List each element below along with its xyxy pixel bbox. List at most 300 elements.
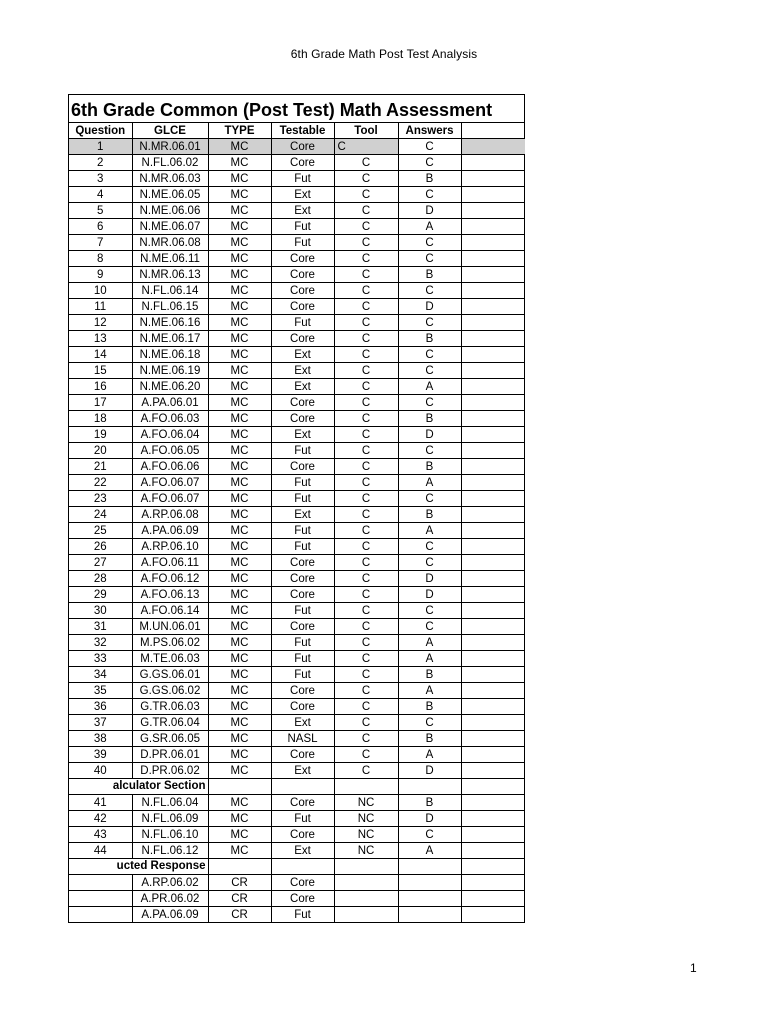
tool-cell: C [334,523,398,539]
glce-cell: M.PS.06.02 [132,635,208,651]
table-row [69,891,525,907]
testable-cell: Core [271,875,334,891]
table-row [69,523,525,539]
tool-cell: C [334,379,398,395]
glce-cell: A.FO.06.03 [132,411,208,427]
question-cell: 29 [69,587,132,603]
question-cell: 43 [69,827,132,843]
type-cell: MC [208,651,271,667]
answer-cell: D [398,299,461,315]
table-row [69,347,525,363]
glce-cell: A.FO.06.13 [132,587,208,603]
type-cell: MC [208,507,271,523]
glce-cell: G.GS.06.02 [132,683,208,699]
tool-cell: C [334,747,398,763]
testable-cell: Ext [271,347,334,363]
type-cell: MC [208,379,271,395]
type-cell: MC [208,331,271,347]
testable-cell: Core [271,619,334,635]
answer-cell: C [398,235,461,251]
tool-cell [334,907,398,923]
type-cell: MC [208,347,271,363]
glce-cell: N.ME.06.16 [132,315,208,331]
extra-cell [461,523,525,539]
testable-cell: Fut [271,635,334,651]
answer-cell: C [398,539,461,555]
glce-cell: N.FL.06.02 [132,155,208,171]
answer-cell: C [398,395,461,411]
testable-cell: NASL [271,731,334,747]
glce-cell: G.GS.06.01 [132,667,208,683]
glce-cell: N.ME.06.17 [132,331,208,347]
table-row [69,651,525,667]
glce-cell: N.MR.06.13 [132,267,208,283]
table-row [69,539,525,555]
testable-cell: Fut [271,491,334,507]
extra-cell [461,395,525,411]
table-row [69,139,525,155]
extra-cell [461,331,525,347]
answer-cell: B [398,699,461,715]
type-cell: MC [208,811,271,827]
question-cell: 14 [69,347,132,363]
answer-cell: C [398,715,461,731]
tool-cell: C [334,395,398,411]
answer-cell: A [398,219,461,235]
assessment-table [69,123,525,922]
testable-cell: Core [271,747,334,763]
table-row [69,363,525,379]
testable-cell: Ext [271,715,334,731]
column-header-type: TYPE [208,123,271,139]
type-cell: MC [208,283,271,299]
extra-cell [461,667,525,683]
question-cell: 44 [69,843,132,859]
extra-cell [461,347,525,363]
type-cell: MC [208,571,271,587]
table-row [69,811,525,827]
testable-cell: Fut [271,603,334,619]
table-row [69,619,525,635]
table-row [69,795,525,811]
table-row [69,187,525,203]
column-header-question: Question [69,123,132,139]
tool-cell: C [334,187,398,203]
answer-cell: B [398,411,461,427]
question-cell: 18 [69,411,132,427]
type-cell: MC [208,715,271,731]
column-header-answers: Answers [398,123,461,139]
extra-cell [461,155,525,171]
question-cell: 31 [69,619,132,635]
testable-cell: Fut [271,219,334,235]
extra-cell [461,491,525,507]
tool-cell: C [334,251,398,267]
testable-cell: Ext [271,203,334,219]
extra-cell [461,459,525,475]
glce-cell: N.MR.06.03 [132,171,208,187]
tool-cell: C [334,139,398,155]
type-cell: MC [208,155,271,171]
type-cell: MC [208,539,271,555]
empty-cell [398,859,461,875]
glce-cell: N.ME.06.18 [132,347,208,363]
type-cell: MC [208,731,271,747]
tool-cell: C [334,347,398,363]
table-row [69,571,525,587]
glce-cell: A.FO.06.06 [132,459,208,475]
glce-cell: G.TR.06.03 [132,699,208,715]
tool-cell [334,891,398,907]
testable-cell: Fut [271,235,334,251]
testable-cell: Core [271,555,334,571]
table-row [69,459,525,475]
glce-cell: N.ME.06.19 [132,363,208,379]
answer-cell: D [398,203,461,219]
testable-cell: Fut [271,523,334,539]
glce-cell: A.FO.06.12 [132,571,208,587]
answer-cell: B [398,731,461,747]
extra-cell [461,907,525,923]
glce-cell: A.FO.06.04 [132,427,208,443]
answer-cell: B [398,507,461,523]
section-row [69,859,525,875]
glce-cell: A.RP.06.10 [132,539,208,555]
answer-cell: B [398,459,461,475]
table-row [69,747,525,763]
glce-cell: A.PA.06.01 [132,395,208,411]
tool-cell: C [334,203,398,219]
table-row [69,203,525,219]
question-cell: 12 [69,315,132,331]
testable-cell: Fut [271,315,334,331]
question-cell [69,907,132,923]
testable-cell: Ext [271,363,334,379]
table-row [69,379,525,395]
type-cell: MC [208,763,271,779]
glce-cell: N.MR.06.01 [132,139,208,155]
header-row [69,123,525,139]
tool-cell: C [334,363,398,379]
empty-cell [398,779,461,795]
glce-cell: A.FO.06.11 [132,555,208,571]
extra-cell [461,219,525,235]
type-cell: MC [208,443,271,459]
question-cell: 41 [69,795,132,811]
table-row [69,299,525,315]
table-row [69,267,525,283]
glce-cell: M.UN.06.01 [132,619,208,635]
testable-cell: Core [271,155,334,171]
extra-cell [461,251,525,267]
type-cell: MC [208,587,271,603]
extra-cell [461,139,525,155]
type-cell: MC [208,363,271,379]
answer-cell: D [398,811,461,827]
extra-cell [461,171,525,187]
tool-cell: C [334,635,398,651]
answer-cell: A [398,475,461,491]
tool-cell: C [334,491,398,507]
question-cell: 25 [69,523,132,539]
page-header-title: 6th Grade Math Post Test Analysis [290,47,478,61]
testable-cell: Ext [271,763,334,779]
testable-cell: Core [271,283,334,299]
tool-cell: C [334,699,398,715]
testable-cell: Fut [271,171,334,187]
glce-cell: G.TR.06.04 [132,715,208,731]
type-cell: MC [208,795,271,811]
column-header-glce: GLCE [132,123,208,139]
table-row [69,907,525,923]
section-label-text: ucted Response [116,860,206,872]
type-cell: MC [208,139,271,155]
empty-cell [271,779,334,795]
answer-cell: C [398,251,461,267]
testable-cell: Fut [271,667,334,683]
question-cell: 26 [69,539,132,555]
type-cell: MC [208,315,271,331]
section-row [69,779,525,795]
testable-cell: Core [271,395,334,411]
tool-cell: NC [334,811,398,827]
question-cell: 20 [69,443,132,459]
extra-cell [461,731,525,747]
answer-cell: A [398,651,461,667]
testable-cell: Fut [271,907,334,923]
glce-cell: G.SR.06.05 [132,731,208,747]
table-row [69,475,525,491]
answer-cell: C [398,619,461,635]
table-row [69,763,525,779]
question-cell: 38 [69,731,132,747]
type-cell: MC [208,219,271,235]
tool-cell: NC [334,843,398,859]
table-row [69,491,525,507]
question-cell: 30 [69,603,132,619]
tool-cell: C [334,507,398,523]
table-row [69,683,525,699]
question-cell: 1 [69,139,132,155]
testable-cell: Core [271,411,334,427]
tool-cell: C [334,427,398,443]
question-cell: 6 [69,219,132,235]
type-cell: MC [208,491,271,507]
question-cell: 11 [69,299,132,315]
glce-cell: N.ME.06.06 [132,203,208,219]
type-cell: MC [208,555,271,571]
testable-cell: Core [271,299,334,315]
question-cell: 42 [69,811,132,827]
answer-cell: D [398,571,461,587]
table-row [69,155,525,171]
glce-cell: A.RP.06.08 [132,507,208,523]
answer-cell: C [398,443,461,459]
question-cell: 24 [69,507,132,523]
tool-cell: C [334,683,398,699]
testable-cell: Fut [271,539,334,555]
table-row [69,699,525,715]
extra-cell [461,619,525,635]
question-cell: 2 [69,155,132,171]
type-cell: CR [208,907,271,923]
extra-cell [461,267,525,283]
extra-cell [461,683,525,699]
glce-cell: M.TE.06.03 [132,651,208,667]
tool-cell: C [334,411,398,427]
tool-cell: C [334,299,398,315]
answer-cell [398,891,461,907]
testable-cell: Fut [271,651,334,667]
question-cell: 33 [69,651,132,667]
extra-cell [461,443,525,459]
type-cell: MC [208,475,271,491]
answer-cell: C [398,827,461,843]
empty-cell [334,779,398,795]
section-label-text: alculator Section [112,780,206,792]
question-cell [69,875,132,891]
type-cell: MC [208,635,271,651]
type-cell: MC [208,619,271,635]
question-cell: 9 [69,267,132,283]
answer-cell: A [398,747,461,763]
answer-cell: C [398,363,461,379]
empty-cell [208,859,271,875]
glce-cell: N.FL.06.10 [132,827,208,843]
extra-cell [461,747,525,763]
testable-cell: Core [271,459,334,475]
type-cell: MC [208,699,271,715]
extra-cell [461,891,525,907]
answer-cell: A [398,635,461,651]
type-cell: MC [208,747,271,763]
extra-cell [461,379,525,395]
table-row [69,875,525,891]
testable-cell: Ext [271,187,334,203]
extra-cell [461,795,525,811]
answer-cell: C [398,347,461,363]
question-cell: 40 [69,763,132,779]
tool-cell: C [334,475,398,491]
tool-cell: C [334,619,398,635]
tool-cell: C [334,331,398,347]
glce-cell: N.ME.06.07 [132,219,208,235]
question-cell: 32 [69,635,132,651]
glce-cell: A.RP.06.02 [132,875,208,891]
answer-cell: A [398,379,461,395]
question-cell: 17 [69,395,132,411]
table-row [69,603,525,619]
question-cell: 36 [69,699,132,715]
table-row [69,283,525,299]
question-cell: 19 [69,427,132,443]
tool-cell: C [334,171,398,187]
testable-cell: Core [271,827,334,843]
extra-cell [461,203,525,219]
glce-cell: N.MR.06.08 [132,235,208,251]
tool-cell: C [334,443,398,459]
answer-cell: A [398,843,461,859]
tool-cell: C [334,219,398,235]
tool-cell: C [334,539,398,555]
glce-cell: D.PR.06.02 [132,763,208,779]
tool-cell: C [334,155,398,171]
empty-cell [271,859,334,875]
type-cell: MC [208,203,271,219]
answer-cell: B [398,795,461,811]
table-row [69,635,525,651]
tool-cell: C [334,283,398,299]
type-cell: MC [208,171,271,187]
answer-cell [398,875,461,891]
table-row [69,171,525,187]
question-cell: 3 [69,171,132,187]
glce-cell: A.FO.06.14 [132,603,208,619]
table-row [69,715,525,731]
testable-cell: Core [271,331,334,347]
section-label [69,779,208,795]
extra-cell [461,827,525,843]
tool-cell: C [334,267,398,283]
column-header-tool: Tool [334,123,398,139]
question-cell: 35 [69,683,132,699]
type-cell: MC [208,603,271,619]
glce-cell: N.ME.06.11 [132,251,208,267]
table-body [69,139,525,923]
extra-cell [461,187,525,203]
extra-cell [461,811,525,827]
tool-cell [334,875,398,891]
empty-cell [461,859,525,875]
type-cell: MC [208,395,271,411]
column-header-blank [461,123,525,139]
tool-cell: C [334,731,398,747]
glce-cell: A.PA.06.09 [132,523,208,539]
type-cell: MC [208,683,271,699]
question-cell: 15 [69,363,132,379]
question-cell: 37 [69,715,132,731]
extra-cell [461,235,525,251]
tool-cell: C [334,571,398,587]
extra-cell [461,699,525,715]
extra-cell [461,843,525,859]
table-row [69,843,525,859]
table-row [69,507,525,523]
column-header-testable: Testable [271,123,334,139]
question-cell: 34 [69,667,132,683]
tool-cell: C [334,715,398,731]
type-cell: MC [208,843,271,859]
question-cell: 28 [69,571,132,587]
extra-cell [461,475,525,491]
extra-cell [461,635,525,651]
extra-cell [461,555,525,571]
type-cell: MC [208,251,271,267]
testable-cell: Core [271,891,334,907]
table-row [69,827,525,843]
table-row [69,219,525,235]
tool-cell: C [334,235,398,251]
glce-cell: A.FO.06.07 [132,491,208,507]
glce-cell: A.FO.06.05 [132,443,208,459]
tool-cell: NC [334,795,398,811]
testable-cell: Core [271,683,334,699]
type-cell: MC [208,459,271,475]
testable-cell: Core [271,139,334,155]
table-row [69,587,525,603]
type-cell: MC [208,299,271,315]
answer-cell: C [398,139,461,155]
